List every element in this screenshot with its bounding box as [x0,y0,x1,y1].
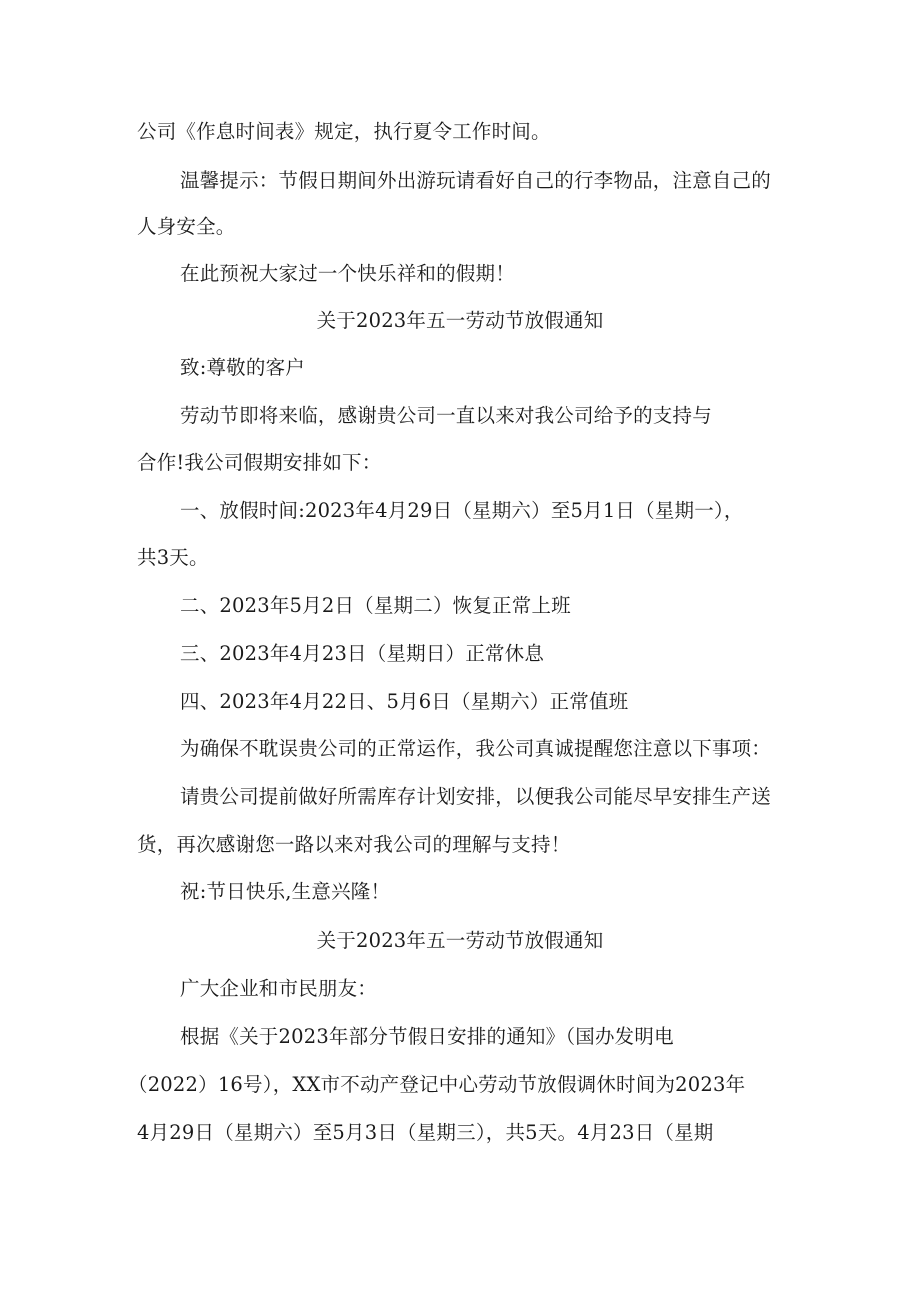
text-line: 人身安全。 [137,215,236,238]
text-line: 一、放假时间:2023年4月29日（星期六）至5月1日（星期一）， [180,499,744,522]
text-line: 致:尊敬的客户 [180,356,305,379]
text-line: 温馨提示：节假日期间外出游玩请看好自己的行李物品，注意自己的 [180,169,772,192]
text-line: 劳动节即将来临，感谢贵公司一直以来对我公司给予的支持与 [180,404,712,427]
text-line: 二、2023年5月2日（星期二）恢复正常上班 [180,594,571,617]
text-line: （2022）16号），XX市不动产登记中心劳动节放假调休时间为2023年 [128,1073,746,1096]
text-line: 请贵公司提前做好所需库存计划安排，以便我公司能尽早安排生产送 [180,785,772,808]
text-line: 四、2023年4月22日、5月6日（星期六）正常值班 [180,690,629,713]
text-line: 广大企业和市民朋友： [180,977,378,1000]
text-line: 货，再次感谢您一路以来对我公司的理解与支持！ [137,833,571,856]
text-line: 公司《作息时间表》规定，执行夏令工作时间。 [137,120,551,143]
text-line: 为确保不耽误贵公司的正常运作，我公司真诚提醒您注意以下事项： [180,737,772,760]
text-line: 共3天。 [137,546,209,569]
section-title: 关于2023年五一劳动节放假通知 [316,929,604,952]
text-line: 合作!我公司假期安排如下： [137,451,382,474]
text-line: 在此预祝大家过一个快乐祥和的假期！ [180,262,515,285]
text-line: 三、2023年4月23日（星期日）正常休息 [180,642,545,665]
section-title: 关于2023年五一劳动节放假通知 [316,309,604,332]
text-line: 4月29日（星期六）至5月3日（星期三），共5天。4月23日（星期 [137,1121,714,1144]
text-line: 根据《关于2023年部分节假日安排的通知》（国办发明电 [180,1025,674,1048]
text-line: 祝:节日快乐,生意兴隆！ [180,880,391,903]
